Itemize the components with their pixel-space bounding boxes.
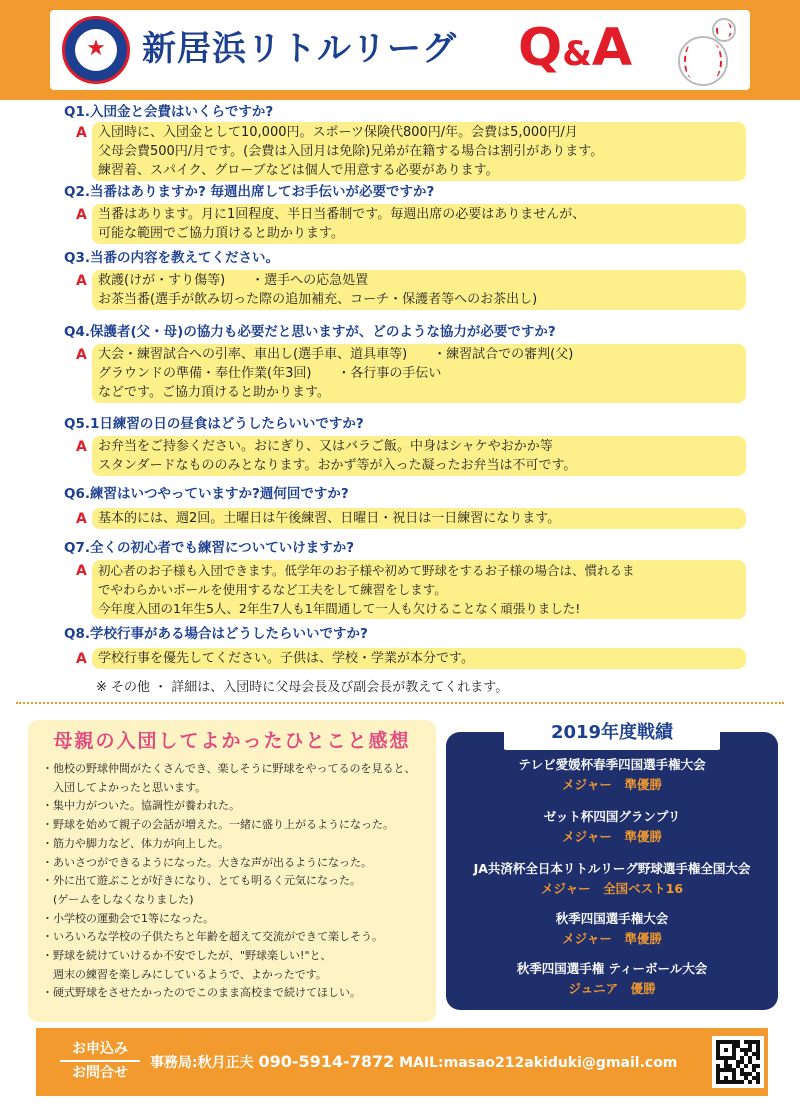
page-title: 新居浜リトルリーグ xyxy=(142,29,457,69)
answer-mark: A xyxy=(76,439,87,455)
question-4: Q4.保護者(父・母)の協力も必要だと思いますが、どのような協力が必要ですか? xyxy=(64,324,556,340)
question-1: Q1.入団金と会費はいくらですか? xyxy=(64,104,274,120)
baseball-small-icon xyxy=(712,18,736,42)
result-value-1: メジャー 準優勝 xyxy=(562,777,662,792)
question-8: Q8.学校行事がある場合はどうしたらいいですか? xyxy=(64,626,368,642)
result-name-3: JA共済杯全日本リトルリーグ野球選手権全国大会 xyxy=(473,861,751,876)
list-item: 入団してよかったと思います。 xyxy=(42,780,207,794)
result-value-5: ジュニア 優勝 xyxy=(568,981,656,996)
answer-mark: A xyxy=(76,273,87,289)
list-item: (ゲームをしなくなりました) xyxy=(42,892,194,906)
mothers-comments-title: 母親の入団してよかったひとこと感想 xyxy=(53,730,411,752)
contact-label: お申込み お問合せ xyxy=(60,1038,140,1084)
result-value-3: メジャー 全国ベスト16 xyxy=(540,881,684,896)
baseball-icon xyxy=(678,36,728,86)
little-league-logo xyxy=(62,16,130,84)
list-item: ・あいさつができるようになった。大きな声が出るようになった。 xyxy=(42,855,372,869)
result-name-2: ゼット杯四国グランプリ xyxy=(543,809,681,824)
list-item: ・他校の野球仲間がたくさんでき、楽しそうに野球をやってるのを見ると、 xyxy=(42,762,416,775)
question-2: Q2.当番はありますか? 毎週出席してお手伝いが必要ですか? xyxy=(64,184,435,200)
answer-mark: A xyxy=(76,651,87,667)
list-item: ・硬式野球をさせたかったのでこのまま高校まで続けてほしい。 xyxy=(42,986,361,1000)
answer-mark: A xyxy=(76,511,87,527)
list-item: ・野球を続けていけるか不安でしたが、"野球楽しい!"と、 xyxy=(42,949,332,963)
result-value-4: メジャー 準優勝 xyxy=(562,931,662,946)
email-address[interactable]: MAIL:masao212akiduki@gmail.com xyxy=(399,1055,678,1071)
question-3: Q3.当番の内容を教えてください。 xyxy=(64,250,279,266)
answer-mark: A xyxy=(76,347,87,363)
list-item: 週末の練習を楽しみにしているようで、よかったです。 xyxy=(42,967,327,981)
results-title: 2019年度戦績 xyxy=(504,716,720,750)
contact-info xyxy=(150,1050,677,1075)
mothers-comments-box xyxy=(28,720,436,1022)
star-icon: ★ xyxy=(86,36,106,61)
question-5: Q5.1日練習の日の昼食はどうしたらいいですか? xyxy=(64,416,364,432)
dotted-divider xyxy=(16,702,784,704)
result-name-1: テレビ愛媛杯春季四国選手権大会 xyxy=(518,757,706,772)
list-item: ・筋力や脚力など、体力が向上した。 xyxy=(42,836,229,850)
header-panel xyxy=(50,10,750,90)
phone-number[interactable]: 090-5914-7872 xyxy=(258,1052,395,1071)
list-item: ・集中力がついた。協調性が養われた。 xyxy=(42,799,240,813)
result-name-4: 秋季四国選手権大会 xyxy=(555,911,669,926)
footer-contact-bar xyxy=(36,1028,768,1096)
office-name: 事務局:秋月正夫 xyxy=(150,1055,254,1071)
answer-mark: A xyxy=(76,563,87,579)
list-item: ・野球を始めて親子の会話が増えた。一緒に盛り上がるようになった。 xyxy=(42,818,394,832)
qr-code-icon[interactable] xyxy=(712,1036,764,1088)
answer-mark: A xyxy=(76,207,87,223)
question-7: Q7.全くの初心者でも練習についていけますか? xyxy=(64,540,355,556)
header-banner xyxy=(0,0,800,100)
question-6: Q6.練習はいつやっていますか?週何回ですか? xyxy=(64,486,349,502)
qa-heading: Q&A xyxy=(518,18,633,78)
mothers-comments-list xyxy=(42,760,432,1003)
list-item: ・外に出て遊ぶことが好きになり、とても明るく元気になった。 xyxy=(42,874,361,888)
list-item: ・小学校の運動会で1等になった。 xyxy=(42,911,214,925)
note-text: ※ その他 ・ 詳細は、入団時に父母会長及び副会長が教えてくれます。 xyxy=(96,680,509,695)
list-item: ・いろいろな学校の子供たちと年齢を超えて交流ができて楽しそう。 xyxy=(42,930,383,944)
answer-mark: A xyxy=(76,125,87,141)
result-name-5: 秋季四国選手権 ティーボール大会 xyxy=(516,961,708,976)
result-value-2: メジャー 準優勝 xyxy=(562,829,662,844)
